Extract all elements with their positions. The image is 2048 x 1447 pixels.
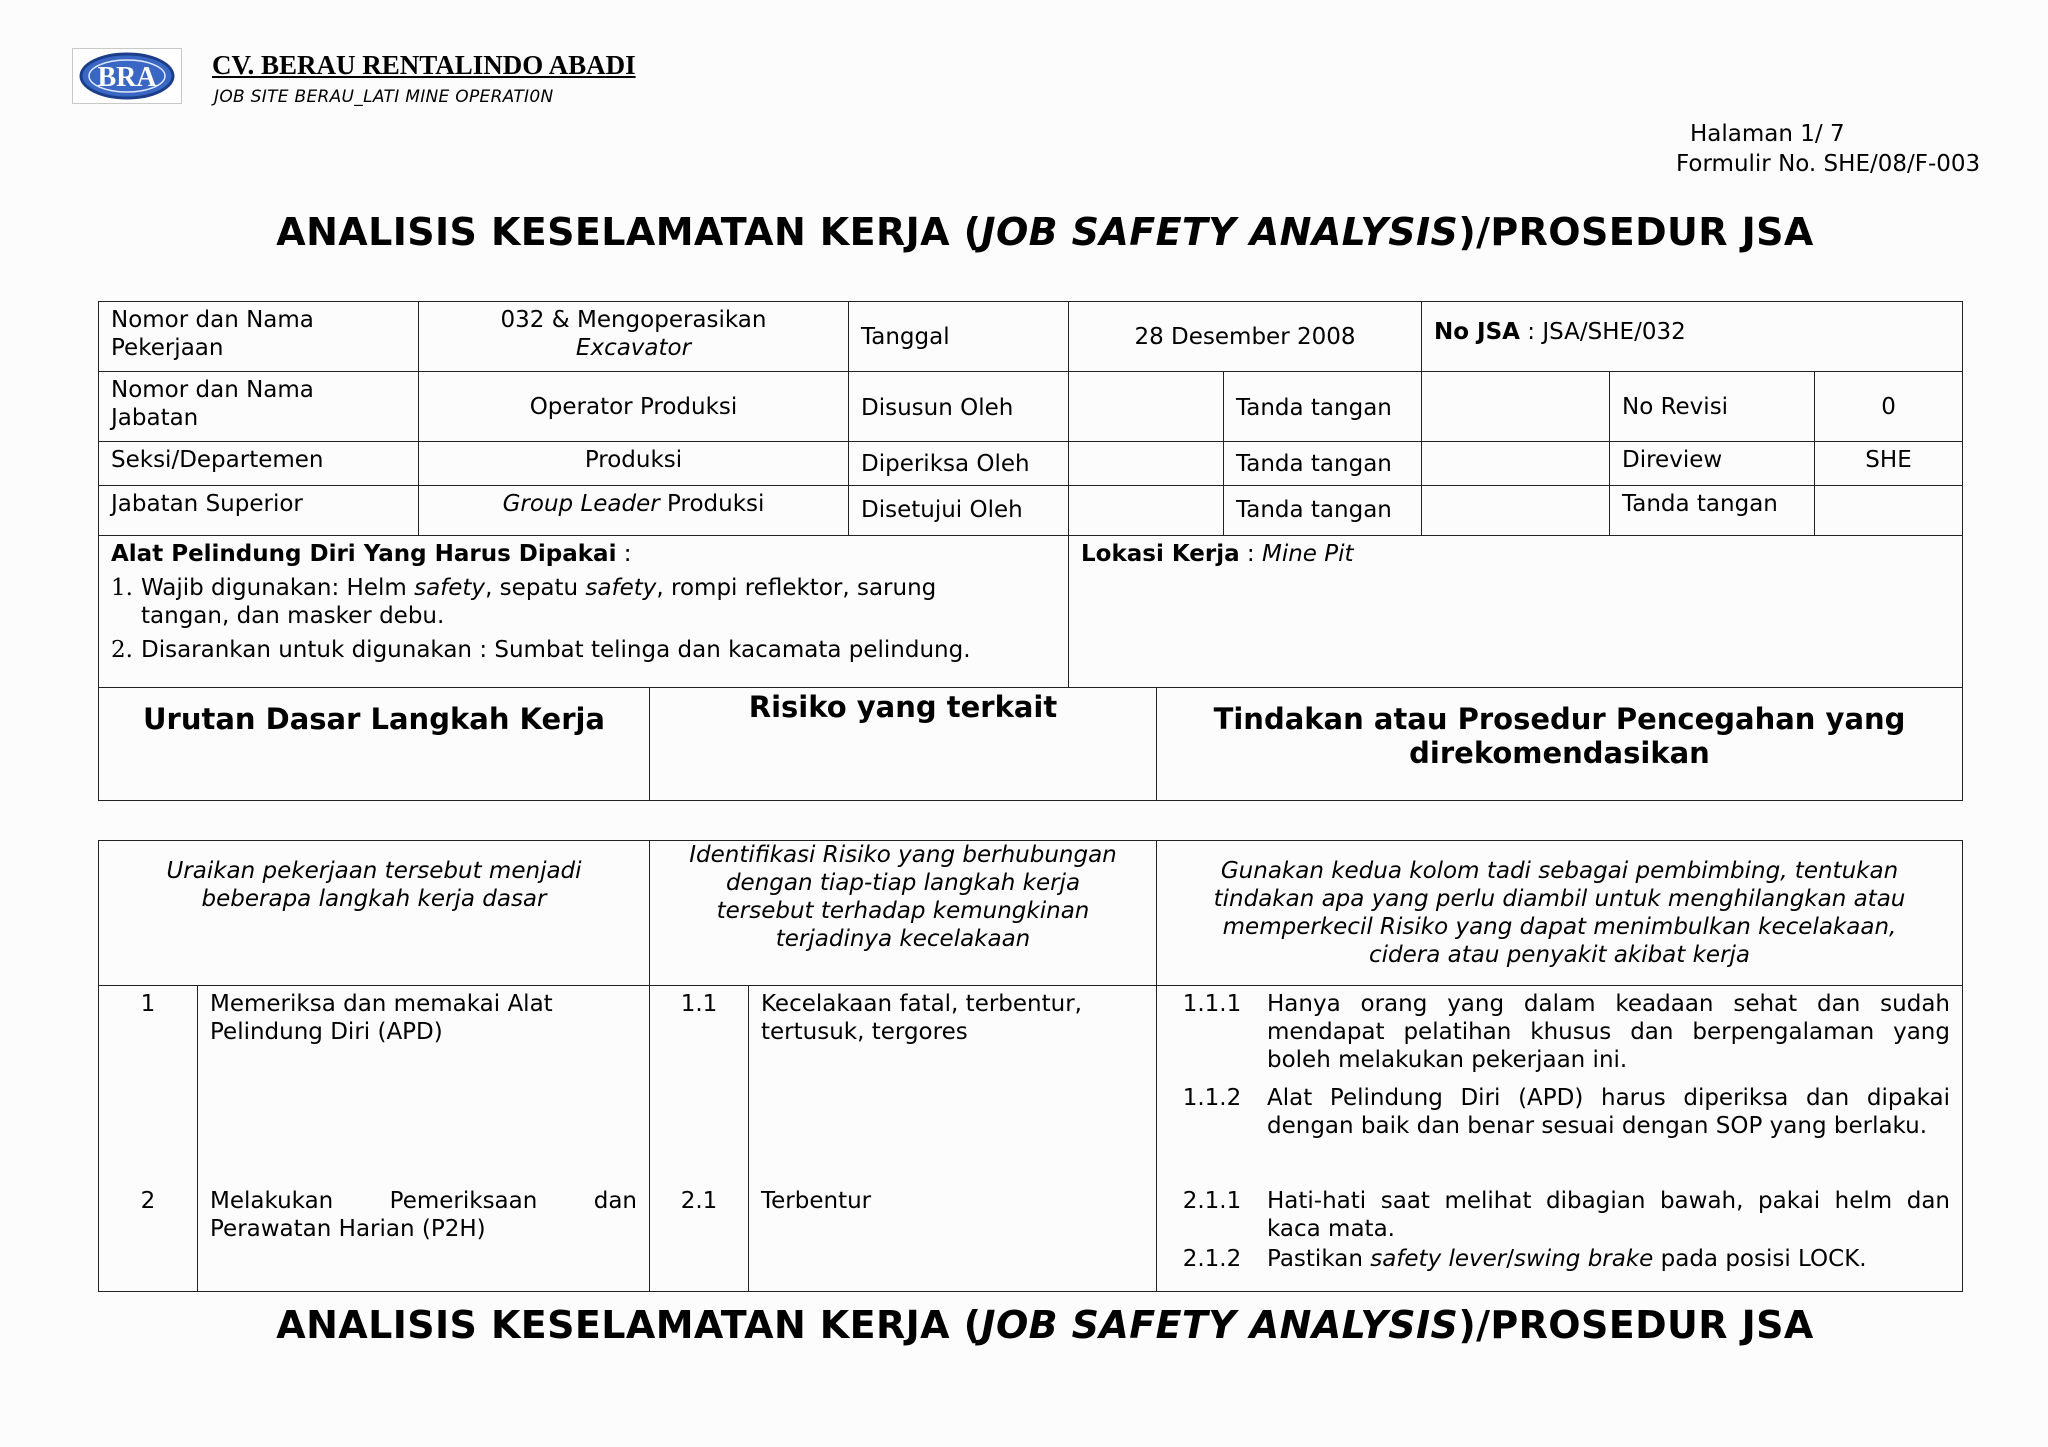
ppe-heading: Alat Pelindung Diri Yang Harus Dipakai : — [111, 541, 632, 567]
document-title-repeat: ANALISIS KESELAMATAN KERJA (JOB SAFETY ANALYSIS)/PROSEDUR JSA — [276, 1303, 1814, 1347]
final-signature-label: Tanda tangan — [1610, 486, 1815, 536]
risk-description: Terbentur — [749, 1183, 1157, 1292]
step-description: Melakukan Pemeriksaan dan Perawatan Harian (P2H) — [198, 1183, 650, 1292]
risk-number: 1.1 — [650, 986, 749, 1183]
jsa-number: No JSA : JSA/SHE/032 — [1422, 302, 1963, 372]
checked-signature-value — [1422, 442, 1610, 486]
approved-signature-value — [1422, 486, 1610, 536]
section-label: Seksi/Departemen — [99, 442, 419, 486]
superior-value: Group Leader Produksi — [419, 486, 849, 536]
job-site: JOB SITE BERAU_LATI MINE OPERATI0N — [214, 87, 554, 107]
bra-logo-icon — [73, 49, 181, 103]
position-label: Nomor dan Nama Jabatan — [99, 372, 419, 442]
review-value: SHE — [1815, 442, 1963, 486]
checked-signature-label: Tanda tangan — [1224, 442, 1422, 486]
risks-column-header: Risiko yang terkait — [650, 688, 1157, 801]
prepared-by-value — [1069, 372, 1224, 442]
approved-by-value — [1069, 486, 1224, 536]
action-item: 2.1.1 Hati-hati saat melihat dibagian bawah, pakai helm dan kaca mata. — [1182, 1187, 1950, 1242]
step-number: 2 — [99, 1183, 198, 1292]
actions-guidance: Gunakan kedua kolom tadi sebagai pembimbing, tentukan tindakan apa yang perlu diambil untuk menghilangkan atau memperkecil Risiko yang dapat menimbulkan kecelakaan, cidera atau penyakit akibat kerja — [1157, 841, 1963, 986]
section-value: Produksi — [419, 442, 849, 486]
revision-value: 0 — [1815, 372, 1963, 442]
checked-by-label: Diperiksa Oleh — [849, 442, 1069, 486]
position-value: Operator Produksi — [419, 372, 849, 442]
company-logo — [72, 48, 182, 104]
final-signature-value — [1815, 486, 1963, 536]
form-number: Formulir No. SHE/08/F-003 — [1676, 151, 1981, 177]
ppe-item: 1. Wajib digunakan: Helm safety, sepatu safety, rompi reflektor, sarung tangan, dan masker debu. — [111, 575, 937, 629]
revision-label: No Revisi — [1610, 372, 1815, 442]
column-header-table — [98, 687, 1963, 801]
prepared-by-label: Disusun Oleh — [849, 372, 1069, 442]
date-label: Tanggal — [849, 302, 1069, 372]
action-cell — [1157, 1183, 1963, 1292]
ppe-list — [111, 574, 1056, 664]
approved-signature-label: Tanda tangan — [1224, 486, 1422, 536]
action-item: 1.1.2 Alat Pelindung Diri (APD) harus diperiksa dan dipakai dengan baik dan benar sesuai dengan SOP yang berlaku. — [1182, 1085, 1950, 1139]
action-cell — [1157, 986, 1963, 1183]
prepared-signature-value — [1422, 372, 1610, 442]
ppe-item: 2. Disarankan untuk digunakan : Sumbat telinga dan kacamata pelindung. — [111, 637, 971, 663]
job-value: 032 & Mengoperasikan Excavator — [419, 302, 849, 372]
actions-column-header: Tindakan atau Prosedur Pencegahan yang direkomendasikan — [1157, 688, 1963, 801]
review-label: Direview — [1610, 442, 1815, 486]
checked-by-value — [1069, 442, 1224, 486]
location-cell: Lokasi Kerja : Mine Pit — [1069, 536, 1963, 688]
logo-text: BRA — [97, 62, 157, 93]
page-number: Halaman 1/ 7 — [1690, 121, 1845, 147]
risks-guidance: Identifikasi Risiko yang berhubungan dengan tiap-tiap langkah kerja tersebut terhadap kemungkinan terjadinya kecelakaan — [650, 841, 1157, 986]
risk-number: 2.1 — [650, 1183, 749, 1292]
approved-by-label: Disetujui Oleh — [849, 486, 1069, 536]
jsa-info-table — [98, 301, 1963, 688]
document-title: ANALISIS KESELAMATAN KERJA (JOB SAFETY ANALYSIS)/PROSEDUR JSA — [276, 210, 1814, 254]
company-name: CV. BERAU RENTALINDO ABADI — [212, 50, 636, 80]
steps-guidance: Uraikan pekerjaan tersebut menjadi beberapa langkah kerja dasar — [99, 841, 650, 986]
steps-column-header: Urutan Dasar Langkah Kerja — [99, 688, 650, 801]
ppe-cell — [99, 536, 1069, 688]
job-label: Nomor dan Nama Pekerjaan — [99, 302, 419, 372]
action-item: 1.1.1 Hanya orang yang dalam keadaan sehat dan sudah mendapat pelatihan khusus dan berpengalaman yang boleh melakukan pekerjaan ini. — [1182, 991, 1950, 1073]
superior-label: Jabatan Superior — [99, 486, 419, 536]
prepared-signature-label: Tanda tangan — [1224, 372, 1422, 442]
step-description: Memeriksa dan memakai Alat Pelindung Diri (APD) — [198, 986, 650, 1183]
action-item: 2.1.2 Pastikan safety lever/swing brake pada posisi LOCK. — [1182, 1245, 1867, 1272]
step-number: 1 — [99, 986, 198, 1183]
analysis-table — [98, 840, 1963, 1292]
date-value: 28 Desember 2008 — [1069, 302, 1422, 372]
risk-description: Kecelakaan fatal, terbentur, tertusuk, tergores — [749, 986, 1157, 1183]
